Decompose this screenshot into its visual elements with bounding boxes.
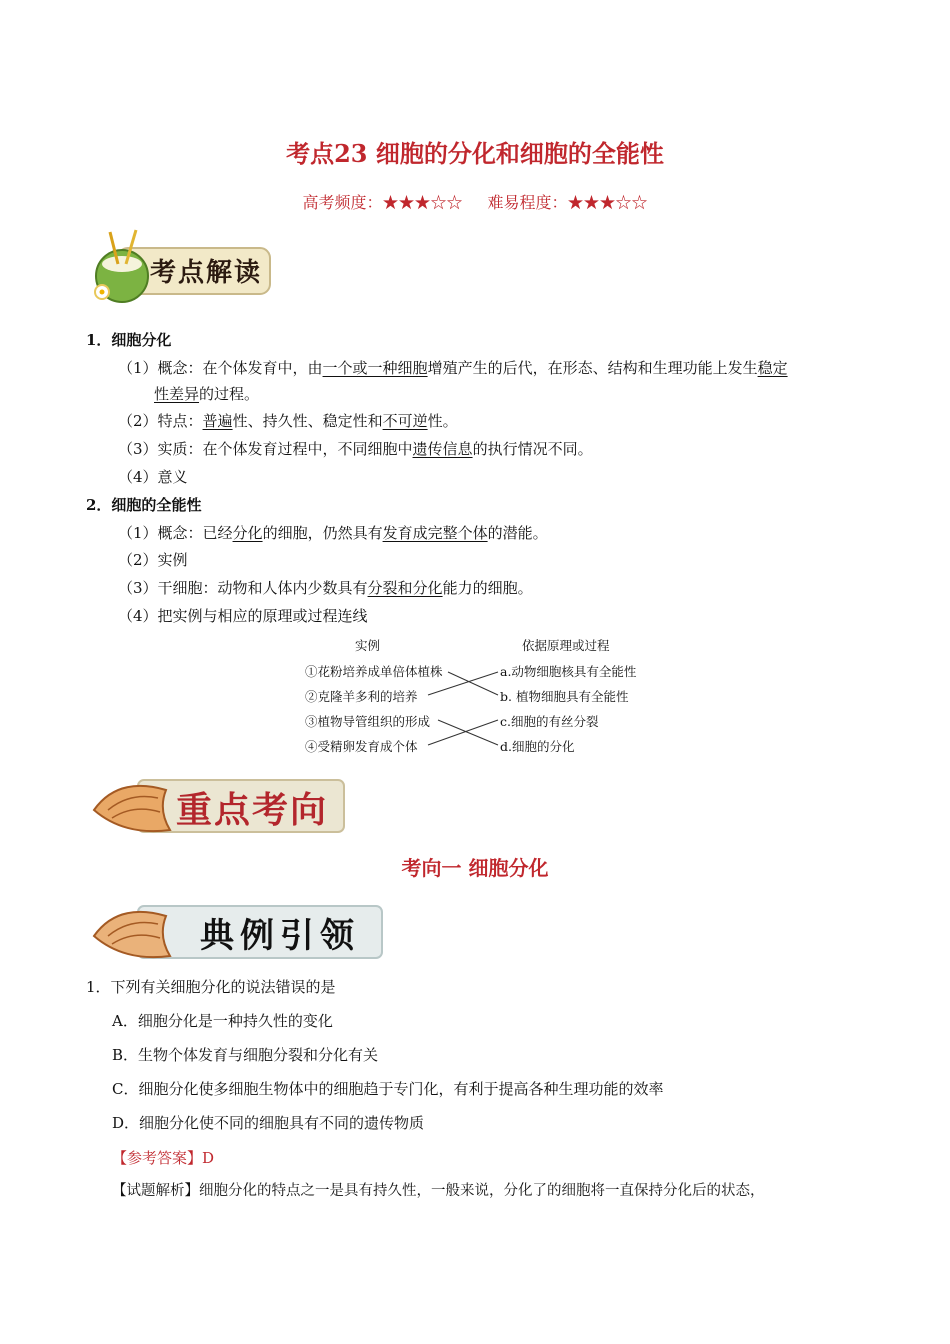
matching-left-header: 实例 <box>355 638 381 653</box>
banner-kaodian <box>88 226 278 306</box>
exam-frequency: 高考频度：★★★☆☆ <box>302 193 463 212</box>
matching-diagram <box>300 632 660 757</box>
keyword: 普遍 <box>202 412 233 430</box>
text: 能力的细胞。 <box>442 579 533 597</box>
matching-lines <box>300 632 660 757</box>
section-title: 考向一 细胞分化 <box>401 856 549 880</box>
banner-kaodian-label: 考点解读 <box>150 258 263 288</box>
text: （3）实质：在个体发育过程中，不同细胞中 <box>118 440 413 458</box>
answer-line: 【参考答案】D <box>112 1149 215 1167</box>
section2-heading: 2．细胞的全能性 <box>86 496 202 514</box>
text: （1）概念：在个体发育中，由 <box>118 359 323 377</box>
text: 的潜能。 <box>487 524 548 542</box>
matching-left-item: ④受精卵发育成个体 <box>305 739 418 754</box>
section2-item4: （4）把实例与相应的原理或过程连线 <box>118 607 368 625</box>
page-title: 考点23 细胞的分化和细胞的全能性 <box>286 139 664 168</box>
keyword: 一个或一种细胞 <box>322 359 428 377</box>
text: 增殖产生的后代，在形态、结构和生理功能上发生 <box>427 359 758 377</box>
keyword: 分化 <box>232 524 263 542</box>
difficulty-line <box>0 190 950 213</box>
section2-item1 <box>118 522 950 544</box>
question-option: C．细胞分化使多细胞生物体中的细胞趋于专门化，有利于提高各种生理功能的效率 <box>112 1080 664 1098</box>
section1-heading: 1．细胞分化 <box>86 331 172 349</box>
matching-right-item: a.动物细胞核具有全能性 <box>500 664 637 679</box>
question-option: A．细胞分化是一种持久性的变化 <box>112 1012 333 1030</box>
keyword: 不可逆 <box>382 412 428 430</box>
text: （3）干细胞：动物和人体内少数具有 <box>118 579 368 597</box>
text: 的细胞，仍然具有 <box>262 524 383 542</box>
question-option: B．生物个体发育与细胞分裂和分化有关 <box>112 1046 379 1064</box>
keyword: 发育成完整个体 <box>382 524 488 542</box>
section2-item3 <box>118 577 950 599</box>
matching-left-item: ①花粉培养成单倍体植株 <box>305 664 443 679</box>
text: 的过程。 <box>199 385 260 403</box>
keyword: 稳定 <box>757 359 788 377</box>
section1-item2 <box>118 410 950 432</box>
matching-left-item: ③植物导管组织的形成 <box>305 714 431 729</box>
matching-right-item: c.细胞的有丝分裂 <box>500 714 599 729</box>
matching-right-item: d.细胞的分化 <box>500 739 575 754</box>
banner-dianli <box>88 898 388 966</box>
text: 性。 <box>427 412 458 430</box>
text: （2）特点： <box>118 412 203 430</box>
difficulty-level: 难易程度：★★★☆☆ <box>487 193 648 212</box>
matching-right-header: 依据原理或过程 <box>522 638 610 653</box>
banner-dianli-label: 典例引领 <box>200 916 360 956</box>
question-stem: 1．下列有关细胞分化的说法错误的是 <box>86 978 336 996</box>
banner-zhongdian <box>88 770 348 840</box>
section1-item3 <box>118 438 950 460</box>
section1-item1-line1 <box>118 357 950 379</box>
section1-item1-line2 <box>154 383 950 405</box>
question-option: D．细胞分化使不同的细胞具有不同的遗传物质 <box>112 1114 425 1132</box>
text: 的执行情况不同。 <box>472 440 593 458</box>
text: 性、持久性、稳定性和 <box>232 412 383 430</box>
text: （1）概念：已经 <box>118 524 233 542</box>
keyword: 性差异 <box>154 385 200 403</box>
section1-item4: （4）意义 <box>118 468 188 486</box>
matching-right-item: b. 植物细胞具有全能性 <box>500 689 629 704</box>
keyword: 遗传信息 <box>412 440 473 458</box>
keyword: 分裂和分化 <box>367 579 443 597</box>
section2-item2: （2）实例 <box>118 551 188 569</box>
banner-zhongdian-label: 重点考向 <box>176 789 329 831</box>
analysis-line: 【试题解析】细胞分化的特点之一是具有持久性，一般来说，分化了的细胞将一直保持分化后的状态， <box>112 1183 765 1199</box>
matching-left-item: ②克隆羊多利的培养 <box>305 689 418 704</box>
